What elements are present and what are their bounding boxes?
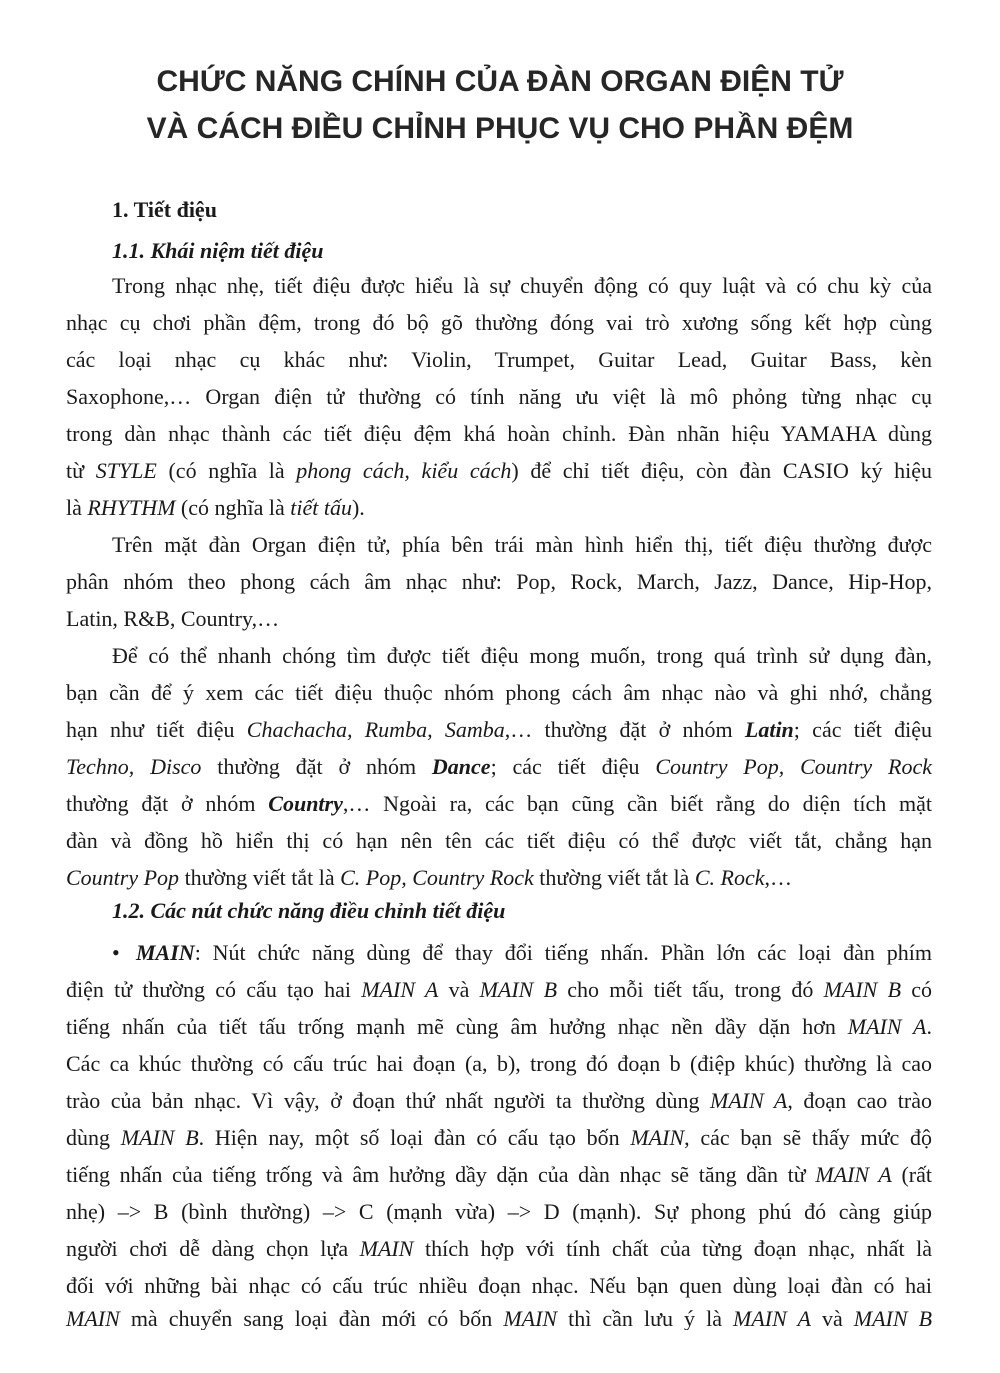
paragraph-line: Latin, R&B, Country,… — [66, 606, 280, 631]
paragraph-line: Saxophone,… Organ điện tử thường có tính năng ưu việt là mô phỏng từng nhạc cụ — [66, 384, 932, 409]
paragraph-line: điện tử thường có cấu tạo hai MAIN A và MAIN B cho mỗi tiết tấu, trong đó MAIN B có — [66, 977, 933, 1002]
paragraph-line: Các ca khúc thường có cấu trúc hai đoạn (a, b), trong đó đoạn b (điệp khúc) thường là cao — [66, 1051, 932, 1076]
paragraph-line: Trên mặt đàn Organ điện tử, phía bên trái màn hình hiển thị, tiết điệu thường được — [112, 532, 932, 557]
paragraph-line: từ STYLE (có nghĩa là phong cách, kiểu cách) để chỉ tiết điệu, còn đàn CASIO ký hiệu — [66, 458, 932, 483]
paragraph-line: thường đặt ở nhóm Country,… Ngoài ra, các bạn cũng cần biết rằng do diện tích mặt — [66, 791, 932, 816]
paragraph-line: MAIN: Nút chức năng dùng để thay đổi tiếng nhấn. Phần lớn các loại đàn phím — [136, 940, 932, 965]
section-heading-1-2: 1.2. Các nút chức năng điều chỉnh tiết điệu — [112, 898, 506, 923]
paragraph-line: nhẹ) –> B (bình thường) –> C (mạnh vừa) –> D (mạnh). Sự phong phú đó càng giúp — [66, 1199, 932, 1224]
paragraph-line: đàn và đồng hồ hiển thị có hạn nên tên các tiết điệu có thể được viết tắt, chẳng hạn — [66, 828, 932, 853]
cut-off-line-container — [0, 1306, 1000, 1330]
paragraph-line: người chơi dễ dàng chọn lựa MAIN thích hợp với tính chất của từng đoạn nhạc, nhất là — [66, 1236, 932, 1261]
paragraph-line: Để có thể nhanh chóng tìm được tiết điệu mong muốn, trong quá trình sử dụng đàn, — [112, 643, 932, 668]
paragraph-line: trào của bản nhạc. Vì vậy, ở đoạn thứ nhất người ta thường dùng MAIN A, đoạn cao trào — [66, 1088, 933, 1113]
page-title-line-1: CHỨC NĂNG CHÍNH CỦA ĐÀN ORGAN ĐIỆN TỬ — [156, 65, 844, 98]
paragraph-line: hạn như tiết điệu Chachacha, Rumba, Samba,… thường đặt ở nhóm Latin; các tiết điệu — [66, 717, 932, 742]
paragraph-line: các loại nhạc cụ khác như: Violin, Trumpet, Guitar Lead, Guitar Bass, kèn — [66, 347, 932, 372]
section-heading-1: 1. Tiết điệu — [112, 197, 217, 222]
paragraph-line: phân nhóm theo phong cách âm nhạc như: Pop, Rock, March, Jazz, Dance, Hip-Hop, — [66, 569, 932, 594]
paragraph-line: Country Pop thường viết tắt là C. Pop, Country Rock thường viết tắt là C. Rock,… — [66, 865, 792, 890]
paragraph-line: Trong nhạc nhẹ, tiết điệu được hiểu là sự chuyển động có quy luật và có chu kỳ của — [112, 273, 932, 298]
section-heading-1-1: 1.1. Khái niệm tiết điệu — [112, 238, 324, 263]
paragraph-line: MAIN mà chuyển sang loại đàn mới có bốn MAIN thì cần lưu ý là MAIN A và MAIN B — [66, 1306, 933, 1330]
bullet-icon: • — [112, 940, 120, 965]
paragraph-line: Techno, Disco thường đặt ở nhóm Dance; các tiết điệu Country Pop, Country Rock — [66, 754, 932, 779]
paragraph-line: tiếng nhấn của tiết tấu trống mạnh mẽ cùng âm hưởng nhạc nền dầy dặn hơn MAIN A. — [66, 1014, 932, 1039]
paragraph-line: trong dàn nhạc thành các tiết điệu đệm khá hoàn chỉnh. Đàn nhãn hiệu YAMAHA dùng — [66, 421, 932, 446]
paragraph-line: đối với những bài nhạc có cấu trúc nhiều đoạn nhạc. Nếu bạn quen dùng loại đàn có hai — [66, 1273, 932, 1298]
paragraph-line: tiếng nhấn của tiếng trống và âm hưởng dầy dặn của dàn nhạc sẽ tăng dần từ MAIN A (rất — [66, 1162, 932, 1187]
paragraph-line: bạn cần để ý xem các tiết điệu thuộc nhóm phong cách âm nhạc nào và ghi nhớ, chẳng — [66, 680, 932, 705]
paragraph-line: là RHYTHM (có nghĩa là tiết tấu). — [66, 495, 365, 520]
page-title-line-2: VÀ CÁCH ĐIỀU CHỈNH PHỤC VỤ CHO PHẦN ĐỆM — [146, 112, 854, 145]
paragraph-line: dùng MAIN B. Hiện nay, một số loại đàn có cấu tạo bốn MAIN, các bạn sẽ thấy mức độ — [66, 1125, 932, 1150]
paragraph-line: nhạc cụ chơi phần đệm, trong đó bộ gõ thường đóng vai trò xương sống kết hợp cùng — [66, 310, 932, 335]
